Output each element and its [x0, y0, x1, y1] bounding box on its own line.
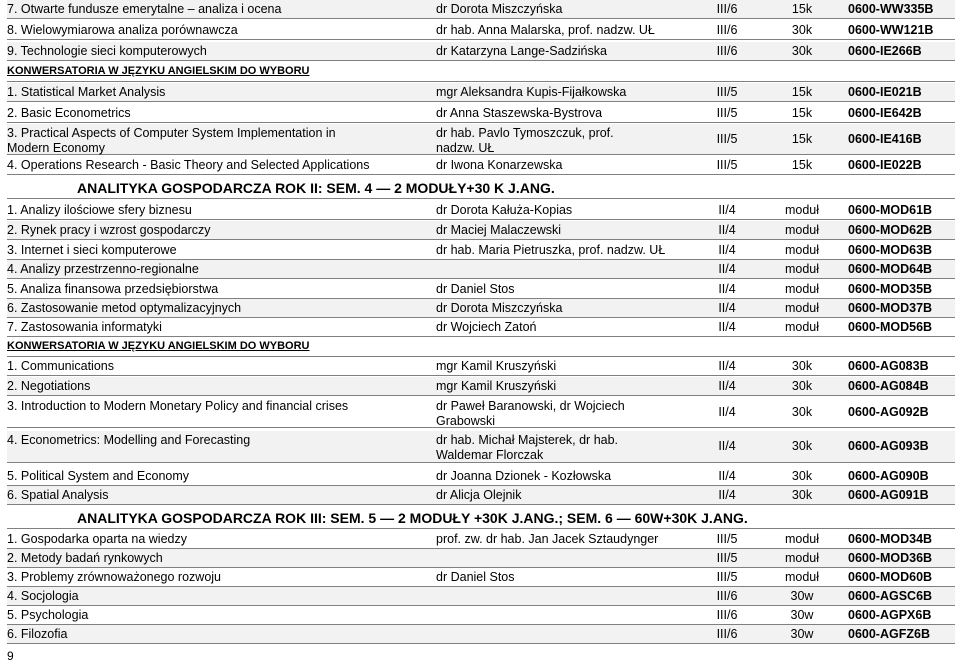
course-teacher: dr hab. Maria Pietruszka, prof. nadzw. UŁ [436, 243, 666, 257]
course-code: 0600-MOD56B [848, 320, 933, 334]
course-title: 3. Introduction to Modern Monetary Policy and financial crises [7, 399, 349, 413]
course-semester: II/4 [718, 359, 736, 373]
course-code: 0600-AGSC6B [848, 589, 933, 603]
table-row [7, 221, 955, 240]
course-teacher: dr Dorota Kałuża-Kopias [436, 203, 573, 217]
course-code: 0600-MOD64B [848, 262, 933, 276]
course-semester: III/5 [716, 85, 738, 99]
table-row [7, 42, 955, 61]
course-title: 3. Practical Aspects of Computer System Implementation in Modern Economy [7, 126, 336, 155]
page-number: 9 [7, 649, 14, 663]
table-row [7, 530, 955, 549]
table-row [7, 486, 955, 505]
table-row [7, 357, 955, 376]
course-code: 0600-IE642B [848, 106, 922, 120]
course-code: 0600-IE022B [848, 158, 922, 172]
course-teacher: dr Paweł Baranowski, dr Wojciech Grabowski [436, 399, 625, 428]
course-hours: 30w [790, 589, 814, 603]
course-hours: 30k [791, 379, 813, 393]
course-title: 6. Spatial Analysis [7, 488, 109, 502]
course-code: 0600-MOD37B [848, 301, 933, 315]
course-hours: moduł [784, 262, 820, 276]
course-title: 1. Statistical Market Analysis [7, 85, 166, 99]
course-code: 0600-MOD61B [848, 203, 933, 217]
course-semester: II/4 [718, 439, 736, 453]
program-heading-text: ANALITYKA GOSPODARCZA ROK III: SEM. 5 — 2 MODUŁY +30K J.ANG.; SEM. 6 — 60W+30K J.ANG. [77, 510, 748, 526]
course-hours: 30k [791, 405, 813, 419]
course-code: 0600-MOD34B [848, 532, 933, 546]
course-semester: II/4 [718, 405, 736, 419]
course-code: 0600-IE021B [848, 85, 922, 99]
table-row [7, 568, 955, 587]
course-hours: 15k [791, 158, 813, 172]
table-row [7, 104, 955, 123]
course-hours: 15k [791, 2, 813, 16]
course-title: 4. Operations Research - Basic Theory and Selected Applications [7, 158, 370, 172]
course-semester: III/5 [716, 570, 738, 584]
course-title: 6. Zastosowanie metod optymalizacyjnych [7, 301, 242, 315]
table-row [7, 397, 955, 428]
table-row [7, 21, 955, 40]
course-hours: 30k [791, 44, 813, 58]
table-row [7, 201, 955, 220]
course-teacher: dr Maciej Malaczewski [436, 223, 562, 237]
course-code: 0600-IE416B [848, 132, 922, 146]
section-heading [7, 338, 955, 357]
course-semester: III/6 [716, 23, 738, 37]
course-title: 8. Wielowymiarowa analiza porównawcza [7, 23, 238, 37]
course-teacher: dr Alicja Olejnik [436, 488, 522, 502]
course-semester: II/4 [718, 488, 736, 502]
course-title: 5. Psychologia [7, 608, 89, 622]
section-heading-text: KONWERSATORIA W JĘZYKU ANGIELSKIM DO WYBORU [7, 65, 310, 77]
table-row [7, 260, 955, 279]
course-hours: moduł [784, 551, 820, 565]
course-teacher: dr Joanna Dzionek - Kozłowska [436, 469, 612, 483]
course-semester: III/5 [716, 132, 738, 146]
program-heading [7, 507, 955, 529]
course-semester: III/5 [716, 551, 738, 565]
course-semester: III/6 [716, 589, 738, 603]
table-row [7, 280, 955, 299]
course-title: 7. Otwarte fundusze emerytalne – analiza i ocena [7, 2, 282, 16]
course-title: 5. Political System and Economy [7, 469, 190, 483]
course-code: 0600-MOD62B [848, 223, 933, 237]
table-row [7, 0, 955, 19]
course-title: 2. Rynek pracy i wzrost gospodarczy [7, 223, 211, 237]
course-title: 3. Problemy zrównoważonego rozwoju [7, 570, 221, 584]
course-semester: III/6 [716, 44, 738, 58]
table-row [7, 83, 955, 102]
course-code: 0600-IE266B [848, 44, 922, 58]
course-semester: III/5 [716, 106, 738, 120]
course-semester: III/5 [716, 532, 738, 546]
table-row [7, 549, 955, 568]
course-code: 0600-WW335B [848, 2, 934, 16]
table-row [7, 241, 955, 260]
table-row [7, 625, 955, 644]
course-code: 0600-AG084B [848, 379, 929, 393]
table-row [7, 377, 955, 396]
course-code: 0600-MOD60B [848, 570, 933, 584]
course-semester: III/6 [716, 627, 738, 641]
course-code: 0600-AG091B [848, 488, 929, 502]
course-hours: moduł [784, 282, 820, 296]
table-row [7, 156, 955, 175]
course-teacher: mgr Kamil Kruszyński [436, 359, 557, 373]
course-teacher: dr hab. Pavlo Tymoszczuk, prof. nadzw. UŁ [436, 126, 614, 155]
table-row [7, 606, 955, 625]
course-teacher: dr Iwona Konarzewska [436, 158, 563, 172]
course-title: 4. Analizy przestrzenno-regionalne [7, 262, 199, 276]
section-heading-text: KONWERSATORIA W JĘZYKU ANGIELSKIM DO WYBORU [7, 340, 310, 352]
course-code: 0600-AGFZ6B [848, 627, 930, 641]
course-semester: II/4 [718, 262, 736, 276]
course-title: 7. Zastosowania informatyki [7, 320, 162, 334]
course-semester: II/4 [718, 320, 736, 334]
course-code: 0600-MOD36B [848, 551, 933, 565]
course-semester: III/6 [716, 608, 738, 622]
course-semester: II/4 [718, 301, 736, 315]
course-hours: moduł [784, 320, 820, 334]
course-semester: II/4 [718, 379, 736, 393]
course-hours: moduł [784, 203, 820, 217]
course-title: 5. Analiza finansowa przedsiębiorstwa [7, 282, 219, 296]
course-code: 0600-AG083B [848, 359, 929, 373]
course-hours: 30k [791, 488, 813, 502]
course-code: 0600-AG093B [848, 439, 929, 453]
course-title: 2. Negotiations [7, 379, 91, 393]
course-teacher: dr Anna Staszewska-Bystrova [436, 106, 603, 120]
table-row [7, 124, 955, 155]
course-hours: 15k [791, 106, 813, 120]
course-code: 0600-AG090B [848, 469, 929, 483]
course-semester: II/4 [718, 223, 736, 237]
course-hours: 15k [791, 132, 813, 146]
program-heading [7, 177, 955, 199]
course-teacher: mgr Kamil Kruszyński [436, 379, 557, 393]
course-semester: II/4 [718, 203, 736, 217]
course-teacher: prof. zw. dr hab. Jan Jacek Sztaudynger [436, 532, 659, 546]
course-semester: III/5 [716, 158, 738, 172]
table-row [7, 318, 955, 337]
course-teacher: dr Dorota Miszczyńska [436, 2, 563, 16]
table-row [7, 299, 955, 318]
course-title: 9. Technologie sieci komputerowych [7, 44, 207, 58]
course-hours: 30k [791, 23, 813, 37]
course-teacher: dr hab. Michał Majsterek, dr hab. Waldemar Florczak [436, 433, 619, 462]
course-teacher: mgr Aleksandra Kupis-Fijałkowska [436, 85, 627, 99]
course-title: 2. Metody badań rynkowych [7, 551, 163, 565]
course-semester: II/4 [718, 243, 736, 257]
course-hours: 30k [791, 359, 813, 373]
course-hours: moduł [784, 570, 820, 584]
table-row [7, 431, 955, 463]
course-teacher: dr Dorota Miszczyńska [436, 301, 563, 315]
course-teacher: dr Daniel Stos [436, 570, 515, 584]
table-row [7, 587, 955, 606]
section-heading [7, 63, 955, 82]
course-title: 4. Socjologia [7, 589, 79, 603]
course-title: 3. Internet i sieci komputerowe [7, 243, 177, 257]
course-code: 0600-WW121B [848, 23, 934, 37]
course-teacher: dr hab. Anna Malarska, prof. nadzw. UŁ [436, 23, 655, 37]
course-hours: 30k [791, 469, 813, 483]
course-hours: 30w [790, 627, 814, 641]
course-semester: II/4 [718, 469, 736, 483]
course-title: 1. Gospodarka oparta na wiedzy [7, 532, 187, 546]
course-teacher: dr Katarzyna Lange-Sadzińska [436, 44, 607, 58]
course-semester: III/6 [716, 2, 738, 16]
course-semester: II/4 [718, 282, 736, 296]
course-title: 1. Analizy ilościowe sfery biznesu [7, 203, 192, 217]
table-row [7, 467, 955, 486]
course-code: 0600-MOD35B [848, 282, 933, 296]
course-teacher: dr Daniel Stos [436, 282, 515, 296]
course-title: 2. Basic Econometrics [7, 106, 131, 120]
course-title: 6. Filozofia [7, 627, 68, 641]
course-hours: 30w [790, 608, 814, 622]
course-hours: moduł [784, 223, 820, 237]
course-teacher: dr Wojciech Zatoń [436, 320, 537, 334]
course-title: 4. Econometrics: Modelling and Forecasting [7, 433, 251, 447]
course-code: 0600-AG092B [848, 405, 929, 419]
course-hours: moduł [784, 243, 820, 257]
course-hours: moduł [784, 301, 820, 315]
course-hours: moduł [784, 532, 820, 546]
course-code: 0600-MOD63B [848, 243, 933, 257]
program-heading-text: ANALITYKA GOSPODARCZA ROK II: SEM. 4 — 2 MODUŁY+30 K J.ANG. [77, 180, 555, 196]
course-code: 0600-AGPX6B [848, 608, 932, 622]
course-title: 1. Communications [7, 359, 114, 373]
course-hours: 15k [791, 85, 813, 99]
course-hours: 30k [791, 439, 813, 453]
